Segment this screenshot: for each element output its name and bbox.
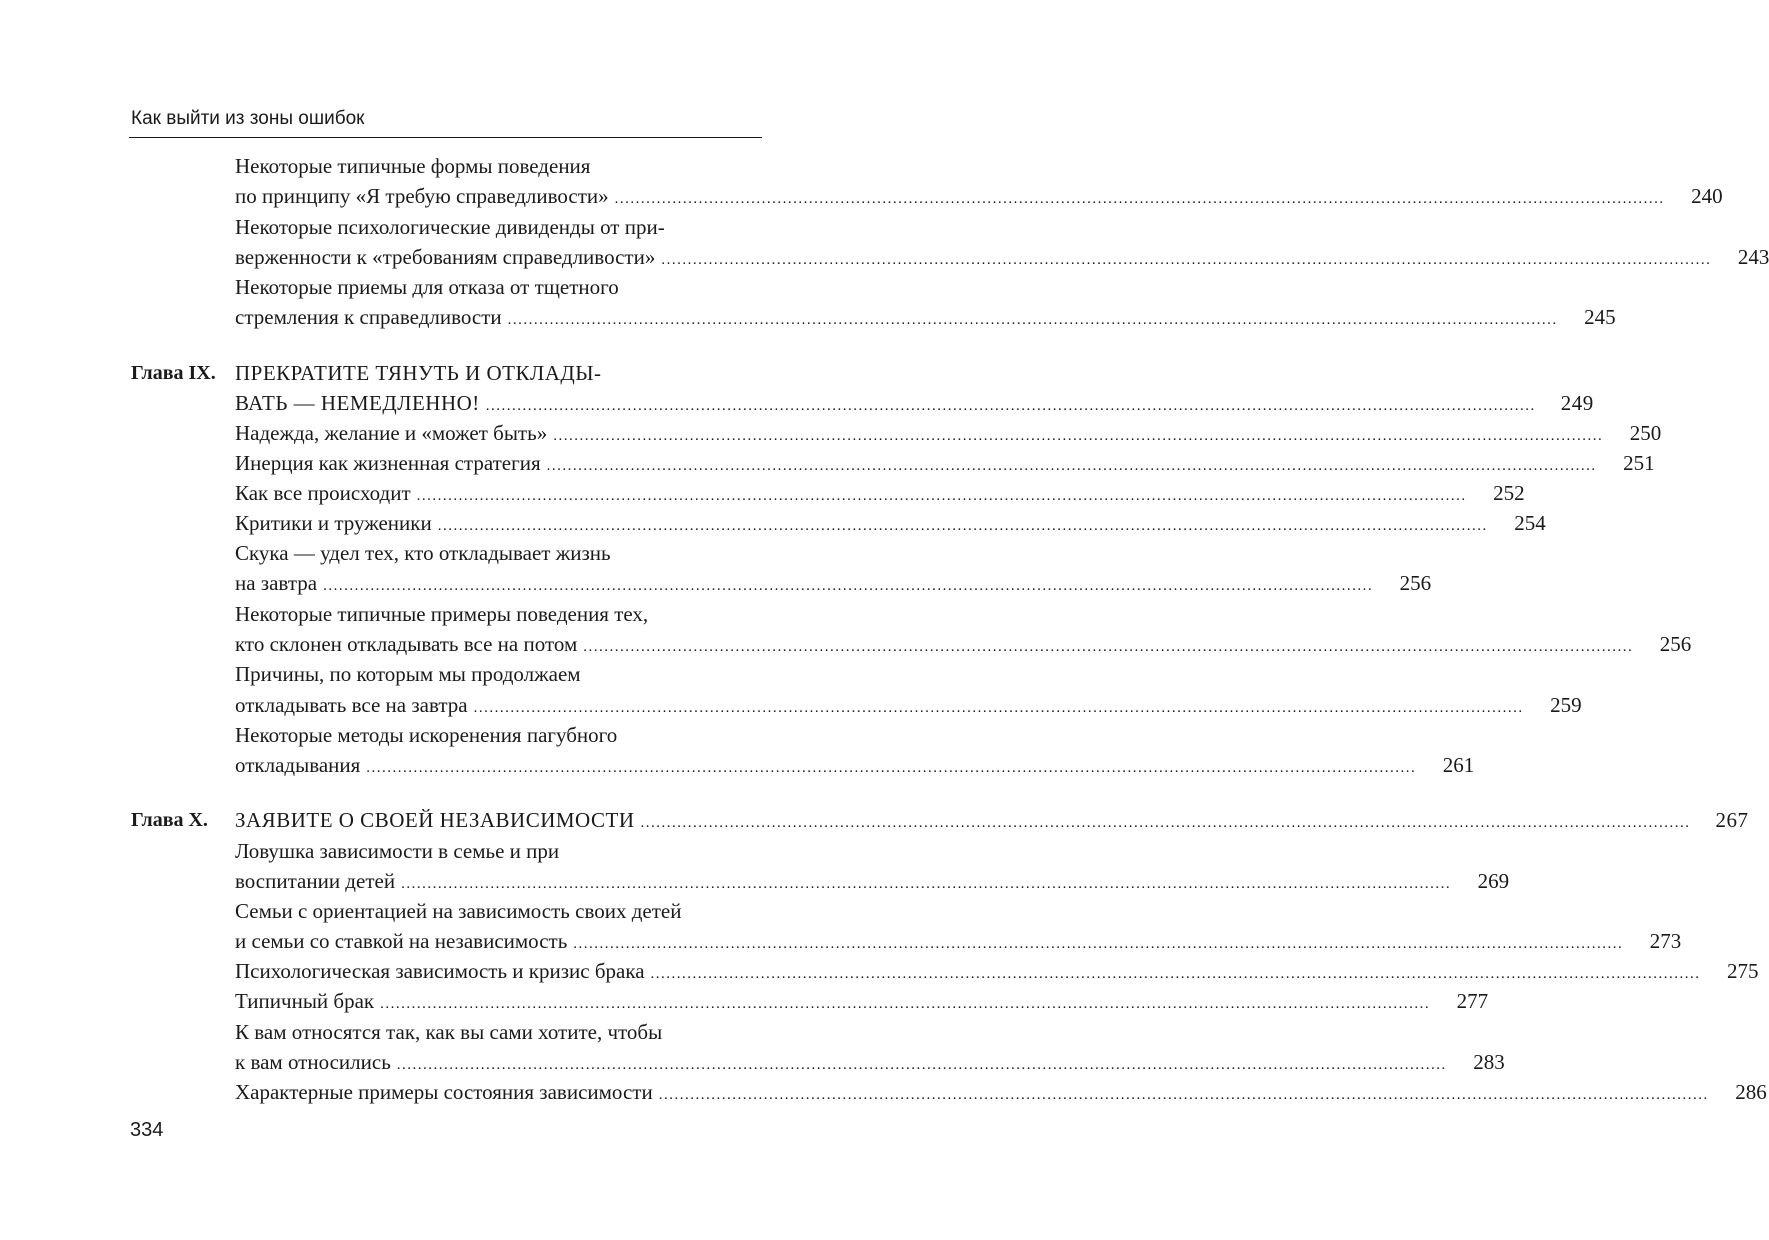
toc-entry-text: стремления к справедливости xyxy=(235,305,502,329)
chapter-title: ЗАЯВИТЕ О СВОЕЙ НЕЗАВИСИМОСТИ xyxy=(235,808,635,832)
chapter-title: ПРЕКРАТИТЕ ТЯНУТЬ И ОТКЛАДЫ- xyxy=(235,361,602,385)
toc-entry-text: Некоторые типичные примеры поведения тех, xyxy=(235,602,649,626)
toc-page-number: 254 xyxy=(1514,511,1546,535)
toc-entry xyxy=(235,690,1582,720)
toc-entry-text: Критики и труженики xyxy=(235,511,432,535)
dot-leader: ........................................................................................................................................................................................................ xyxy=(401,876,1452,892)
dot-leader: ........................................................................................................................................................................................................ xyxy=(583,639,1634,655)
toc-entry-text: верженности к «требованиям справедливости» xyxy=(235,245,656,269)
toc-entry-text: Некоторые методы искоренения пагубного xyxy=(235,723,618,747)
toc-line xyxy=(235,599,757,629)
toc-entry-text: к вам относились xyxy=(235,1050,391,1074)
toc-line xyxy=(235,1017,757,1047)
toc-line xyxy=(235,836,757,866)
dot-leader: ........................................................................................................................................................................................................ xyxy=(485,398,1536,414)
toc-entry xyxy=(235,629,1692,659)
toc-page-number: 259 xyxy=(1550,693,1582,717)
dot-leader: ........................................................................................................................................................................................................ xyxy=(380,996,1431,1012)
toc-line xyxy=(235,538,757,568)
toc-page-number: 269 xyxy=(1477,869,1510,893)
chapter-title-entry xyxy=(235,805,1749,835)
toc-entry xyxy=(235,1047,1505,1077)
toc-entry-text: Надежда, желание и «может быть» xyxy=(235,421,548,445)
toc-line xyxy=(235,659,757,689)
toc-entry-text: Инерция как жизненная стратегия xyxy=(235,451,541,475)
toc-entry xyxy=(235,181,1723,211)
dot-leader: ........................................................................................................................................................................................................ xyxy=(553,428,1604,444)
toc-page-number: 267 xyxy=(1715,808,1749,832)
toc-entry-text: воспитании детей xyxy=(235,869,396,893)
page-number: 334 xyxy=(130,1119,164,1141)
toc-entry xyxy=(235,926,1682,956)
toc-entry xyxy=(235,242,1769,272)
toc-page-number: 277 xyxy=(1456,989,1489,1013)
toc-entry-text: кто склонен откладывать все на потом xyxy=(235,632,578,656)
toc-entry-text: Как все происходит xyxy=(235,481,411,505)
toc-entry xyxy=(235,478,1525,508)
toc-page-number: 286 xyxy=(1735,1080,1767,1104)
dot-leader: ........................................................................................................................................................................................................ xyxy=(640,815,1691,831)
toc-entry-text: Типичный брак xyxy=(235,989,375,1013)
dot-leader: ........................................................................................................................................................................................................ xyxy=(396,1057,1447,1073)
toc-page-number: 245 xyxy=(1584,305,1616,329)
toc-line xyxy=(235,151,757,181)
toc-entry xyxy=(235,302,1616,332)
toc-page-number: 261 xyxy=(1442,753,1475,777)
dot-leader: ........................................................................................................................................................................................................ xyxy=(658,1087,1709,1103)
toc-entry xyxy=(235,956,1759,986)
dot-leader: ........................................................................................................................................................................................................ xyxy=(614,191,1665,207)
dot-leader: ........................................................................................................................................................................................................ xyxy=(437,518,1488,534)
toc-entry-text: Некоторые типичные формы поведения xyxy=(235,154,591,178)
dot-leader: ........................................................................................................................................................................................................ xyxy=(650,966,1701,982)
toc-entry-text: К вам относятся так, как вы сами хотите, чтобы xyxy=(235,1020,663,1044)
toc-entry-text: Семьи с ориентацией на зависимость своих детей xyxy=(235,899,682,923)
chapter-title: ВАТЬ — НЕМЕДЛЕННО! xyxy=(235,391,480,415)
toc-entry xyxy=(235,750,1475,780)
dot-leader: ........................................................................................................................................................................................................ xyxy=(416,488,1467,504)
toc-page-number: 275 xyxy=(1727,959,1759,983)
chapter-label: Глава IX. xyxy=(131,362,216,384)
dot-leader: ........................................................................................................................................................................................................ xyxy=(507,312,1558,328)
toc-page-number: 256 xyxy=(1659,632,1692,656)
toc-entry xyxy=(235,418,1662,448)
toc-page-number: 249 xyxy=(1560,391,1594,415)
toc-page-number: 283 xyxy=(1473,1050,1505,1074)
toc-entry-text: Психологическая зависимость и кризис брака xyxy=(235,959,645,983)
toc-entry-text: Некоторые приемы для отказа от тщетного xyxy=(235,275,619,299)
toc-entry xyxy=(235,986,1489,1016)
toc-page-number: 251 xyxy=(1623,451,1655,475)
toc-entry-text: Характерные примеры состояния зависимости xyxy=(235,1080,653,1104)
toc-line xyxy=(235,272,757,302)
toc-page-number: 273 xyxy=(1649,929,1682,953)
toc-page-number: 240 xyxy=(1691,184,1723,208)
chapter-label: Глава X. xyxy=(131,809,208,831)
toc-line xyxy=(235,896,757,926)
dot-leader: ........................................................................................................................................................................................................ xyxy=(661,252,1712,268)
toc-page-number: 256 xyxy=(1399,571,1432,595)
toc-entry xyxy=(235,508,1546,538)
toc-line xyxy=(235,212,757,242)
toc-entry-text: Некоторые психологические дивиденды от при- xyxy=(235,215,665,239)
toc-page-number: 250 xyxy=(1629,421,1662,445)
dot-leader: ........................................................................................................................................................................................................ xyxy=(473,700,1524,716)
toc-entry-text: Скука — удел тех, кто откладывает жизнь xyxy=(235,541,611,565)
chapter-title-entry xyxy=(235,388,1594,418)
toc-entry-text: Ловушка зависимости в семье и при xyxy=(235,839,560,863)
toc-page-number: 252 xyxy=(1493,481,1525,505)
toc-entry-text: Причины, по которым мы продолжаем xyxy=(235,662,581,686)
toc-entry-text: откладывать все на завтра xyxy=(235,693,468,717)
toc-entry xyxy=(235,1077,1767,1107)
chapter-title-line xyxy=(235,358,757,388)
toc-entry-text: на завтра xyxy=(235,571,318,595)
toc-entry xyxy=(235,866,1510,896)
toc-entry xyxy=(235,568,1432,598)
dot-leader: ........................................................................................................................................................................................................ xyxy=(573,936,1624,952)
dot-leader: ........................................................................................................................................................................................................ xyxy=(323,578,1374,594)
running-head: Как выйти из зоны ошибок xyxy=(131,108,365,129)
toc-line xyxy=(235,720,757,750)
toc-entry-text: откладывания xyxy=(235,753,361,777)
toc-entry-text: по принципу «Я требую справедливости» xyxy=(235,184,609,208)
toc-entry xyxy=(235,448,1655,478)
toc-page-number: 243 xyxy=(1737,245,1769,269)
toc-entry-text: и семьи со ставкой на независимость xyxy=(235,929,568,953)
dot-leader: ........................................................................................................................................................................................................ xyxy=(546,458,1597,474)
dot-leader: ........................................................................................................................................................................................................ xyxy=(366,760,1417,776)
